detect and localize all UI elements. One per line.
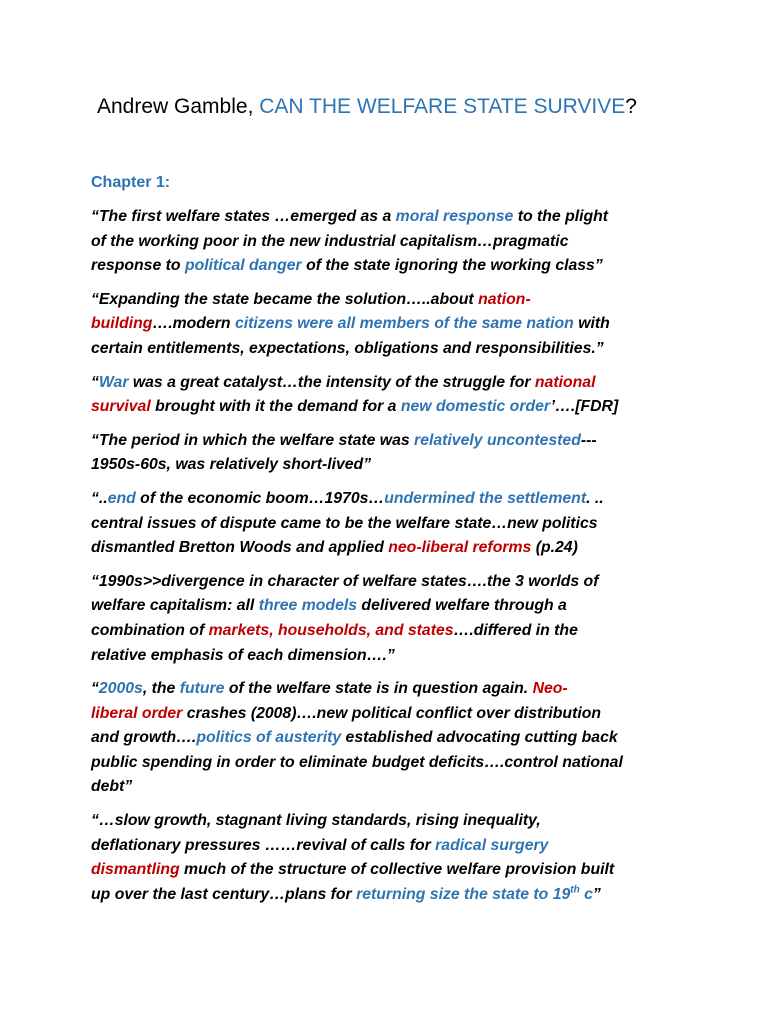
quote-line	[91, 834, 691, 859]
quote-text: ….differed in the	[453, 621, 578, 639]
quote-text: (p.24)	[531, 539, 578, 557]
quote-text: . ..	[586, 489, 604, 507]
quote-text: to the plight	[513, 208, 609, 225]
quote-line	[91, 809, 691, 834]
quote-line	[91, 858, 691, 883]
highlight-blue-text: returning size the state to 19	[356, 885, 571, 903]
quote-line	[91, 512, 691, 537]
highlight-blue-text: War	[98, 373, 129, 391]
quote-text: ---	[580, 431, 597, 449]
highlight-blue-text: end	[107, 489, 136, 507]
quote-text: combination of	[91, 621, 209, 639]
highlight-blue-text: political danger	[184, 257, 302, 275]
quote-line	[91, 337, 691, 362]
highlight-red-text: national	[534, 373, 596, 391]
highlight-blue-text: moral response	[395, 208, 514, 225]
quote-paragraph	[91, 205, 691, 279]
highlight-blue-text: politics of austerity	[196, 729, 342, 747]
highlight-blue-text: citizens were all members of the same nation	[234, 315, 574, 333]
quote-paragraph	[91, 677, 691, 800]
quote-text: of the state ignoring the working class”	[301, 257, 603, 275]
quote-line	[91, 751, 691, 776]
highlight-red-text: neo-liberal reforms	[388, 539, 532, 557]
highlight-blue-text: relatively uncontested	[414, 431, 581, 449]
quote-text: debt”	[91, 778, 133, 796]
quote-text: was a great catalyst…the intensity of the struggle for	[128, 373, 535, 391]
highlight-red-text: building	[91, 315, 153, 333]
quote-text: welfare capitalism: all	[91, 597, 259, 615]
quote-line	[91, 619, 691, 644]
quote-text: 1950s-60s, was relatively short-lived”	[91, 456, 372, 474]
quote-paragraph	[91, 371, 691, 420]
quote-text: with	[573, 315, 610, 333]
quote-line	[91, 288, 691, 313]
highlight-blue-text: new domestic order	[400, 398, 551, 416]
quote-text: dismantled Bretton Woods and applied	[91, 539, 389, 557]
title-author: Andrew Gamble,	[97, 95, 260, 118]
quote-paragraph	[91, 429, 691, 478]
quote-list	[91, 205, 691, 916]
highlight-red-text: survival	[91, 398, 151, 416]
quote-text: deflationary pressures ……revival of calls for	[91, 836, 436, 854]
quote-text: “1990s>>divergence in character of welfare states….the 3 worlds of	[91, 572, 599, 590]
highlight-red-text: liberal order	[91, 704, 183, 722]
chapter-heading: Chapter 1:	[91, 174, 171, 191]
quote-text: and growth….	[91, 729, 197, 747]
highlight-blue-text: c	[579, 885, 593, 903]
quote-line	[91, 312, 691, 337]
quote-line	[91, 726, 691, 751]
quote-text: certain entitlements, expectations, obligations and responsibilities.”	[91, 339, 604, 357]
quote-line	[91, 429, 691, 454]
highlight-red-text: Neo-	[532, 680, 568, 698]
quote-line	[91, 205, 691, 230]
quote-text: relative emphasis of each dimension….”	[91, 646, 395, 664]
quote-text: “..	[91, 489, 108, 507]
quote-text: much of the structure of collective welfare provision built	[179, 861, 615, 879]
quote-text: “	[91, 680, 99, 698]
quote-paragraph	[91, 288, 691, 362]
highlight-blue-text: future	[179, 680, 225, 698]
quote-line	[91, 536, 691, 561]
quote-paragraph	[91, 570, 691, 668]
quote-text: of the economic boom…1970s…	[135, 489, 385, 507]
quote-line	[91, 594, 691, 619]
document-title	[97, 95, 637, 119]
quote-text: ”	[592, 885, 601, 903]
quote-text: of the welfare state is in question again.	[224, 680, 533, 698]
quote-line	[91, 395, 691, 420]
quote-text: “…slow growth, stagnant living standards, rising inequality,	[91, 812, 541, 830]
quote-text: established advocating cutting back	[341, 729, 618, 747]
quote-line	[91, 487, 691, 512]
quote-line	[91, 230, 691, 255]
quote-text: ’….[FDR]	[550, 398, 619, 416]
quote-line	[91, 644, 691, 669]
quote-text: response to	[91, 257, 185, 275]
quote-line	[91, 702, 691, 727]
quote-line	[91, 570, 691, 595]
quote-line	[91, 254, 691, 279]
highlight-blue-text: th	[570, 884, 580, 896]
quote-line	[91, 677, 691, 702]
highlight-blue-text: radical surgery	[435, 836, 549, 854]
quote-text: of the working poor in the new industrial capitalism…pragmatic	[91, 232, 569, 250]
quote-text: brought with it the demand for a	[150, 398, 401, 416]
quote-text: central issues of dispute came to be the welfare state…new politics	[91, 514, 598, 532]
quote-line	[91, 775, 691, 800]
quote-text: “Expanding the state became the solution…..about	[91, 290, 479, 308]
quote-text: ….modern	[152, 315, 235, 333]
title-question-mark: ?	[625, 95, 637, 118]
title-book: CAN THE WELFARE STATE SURVIVE	[259, 95, 626, 118]
highlight-red-text: nation-	[478, 290, 531, 308]
quote-line	[91, 883, 691, 908]
highlight-blue-text: undermined the settlement	[384, 489, 587, 507]
highlight-blue-text: 2000s	[98, 680, 143, 698]
quote-text: public spending in order to eliminate budget deficits….control national	[91, 753, 623, 771]
quote-text: delivered welfare through a	[357, 597, 567, 615]
highlight-red-text: dismantling	[91, 861, 180, 879]
quote-text: up over the last century…plans for	[91, 885, 357, 903]
quote-line	[91, 371, 691, 396]
quote-text: “The first welfare states …emerged as a	[91, 208, 396, 225]
quote-paragraph	[91, 809, 691, 907]
highlight-red-text: markets, households, and states	[208, 621, 454, 639]
quote-paragraph	[91, 487, 691, 561]
quote-text: crashes (2008)….new political conflict over distribution	[182, 704, 602, 722]
quote-text: “The period in which the welfare state was	[91, 431, 415, 449]
quote-text: “	[91, 373, 99, 391]
quote-text: , the	[142, 680, 180, 698]
quote-line	[91, 453, 691, 478]
highlight-blue-text: three models	[258, 597, 358, 615]
